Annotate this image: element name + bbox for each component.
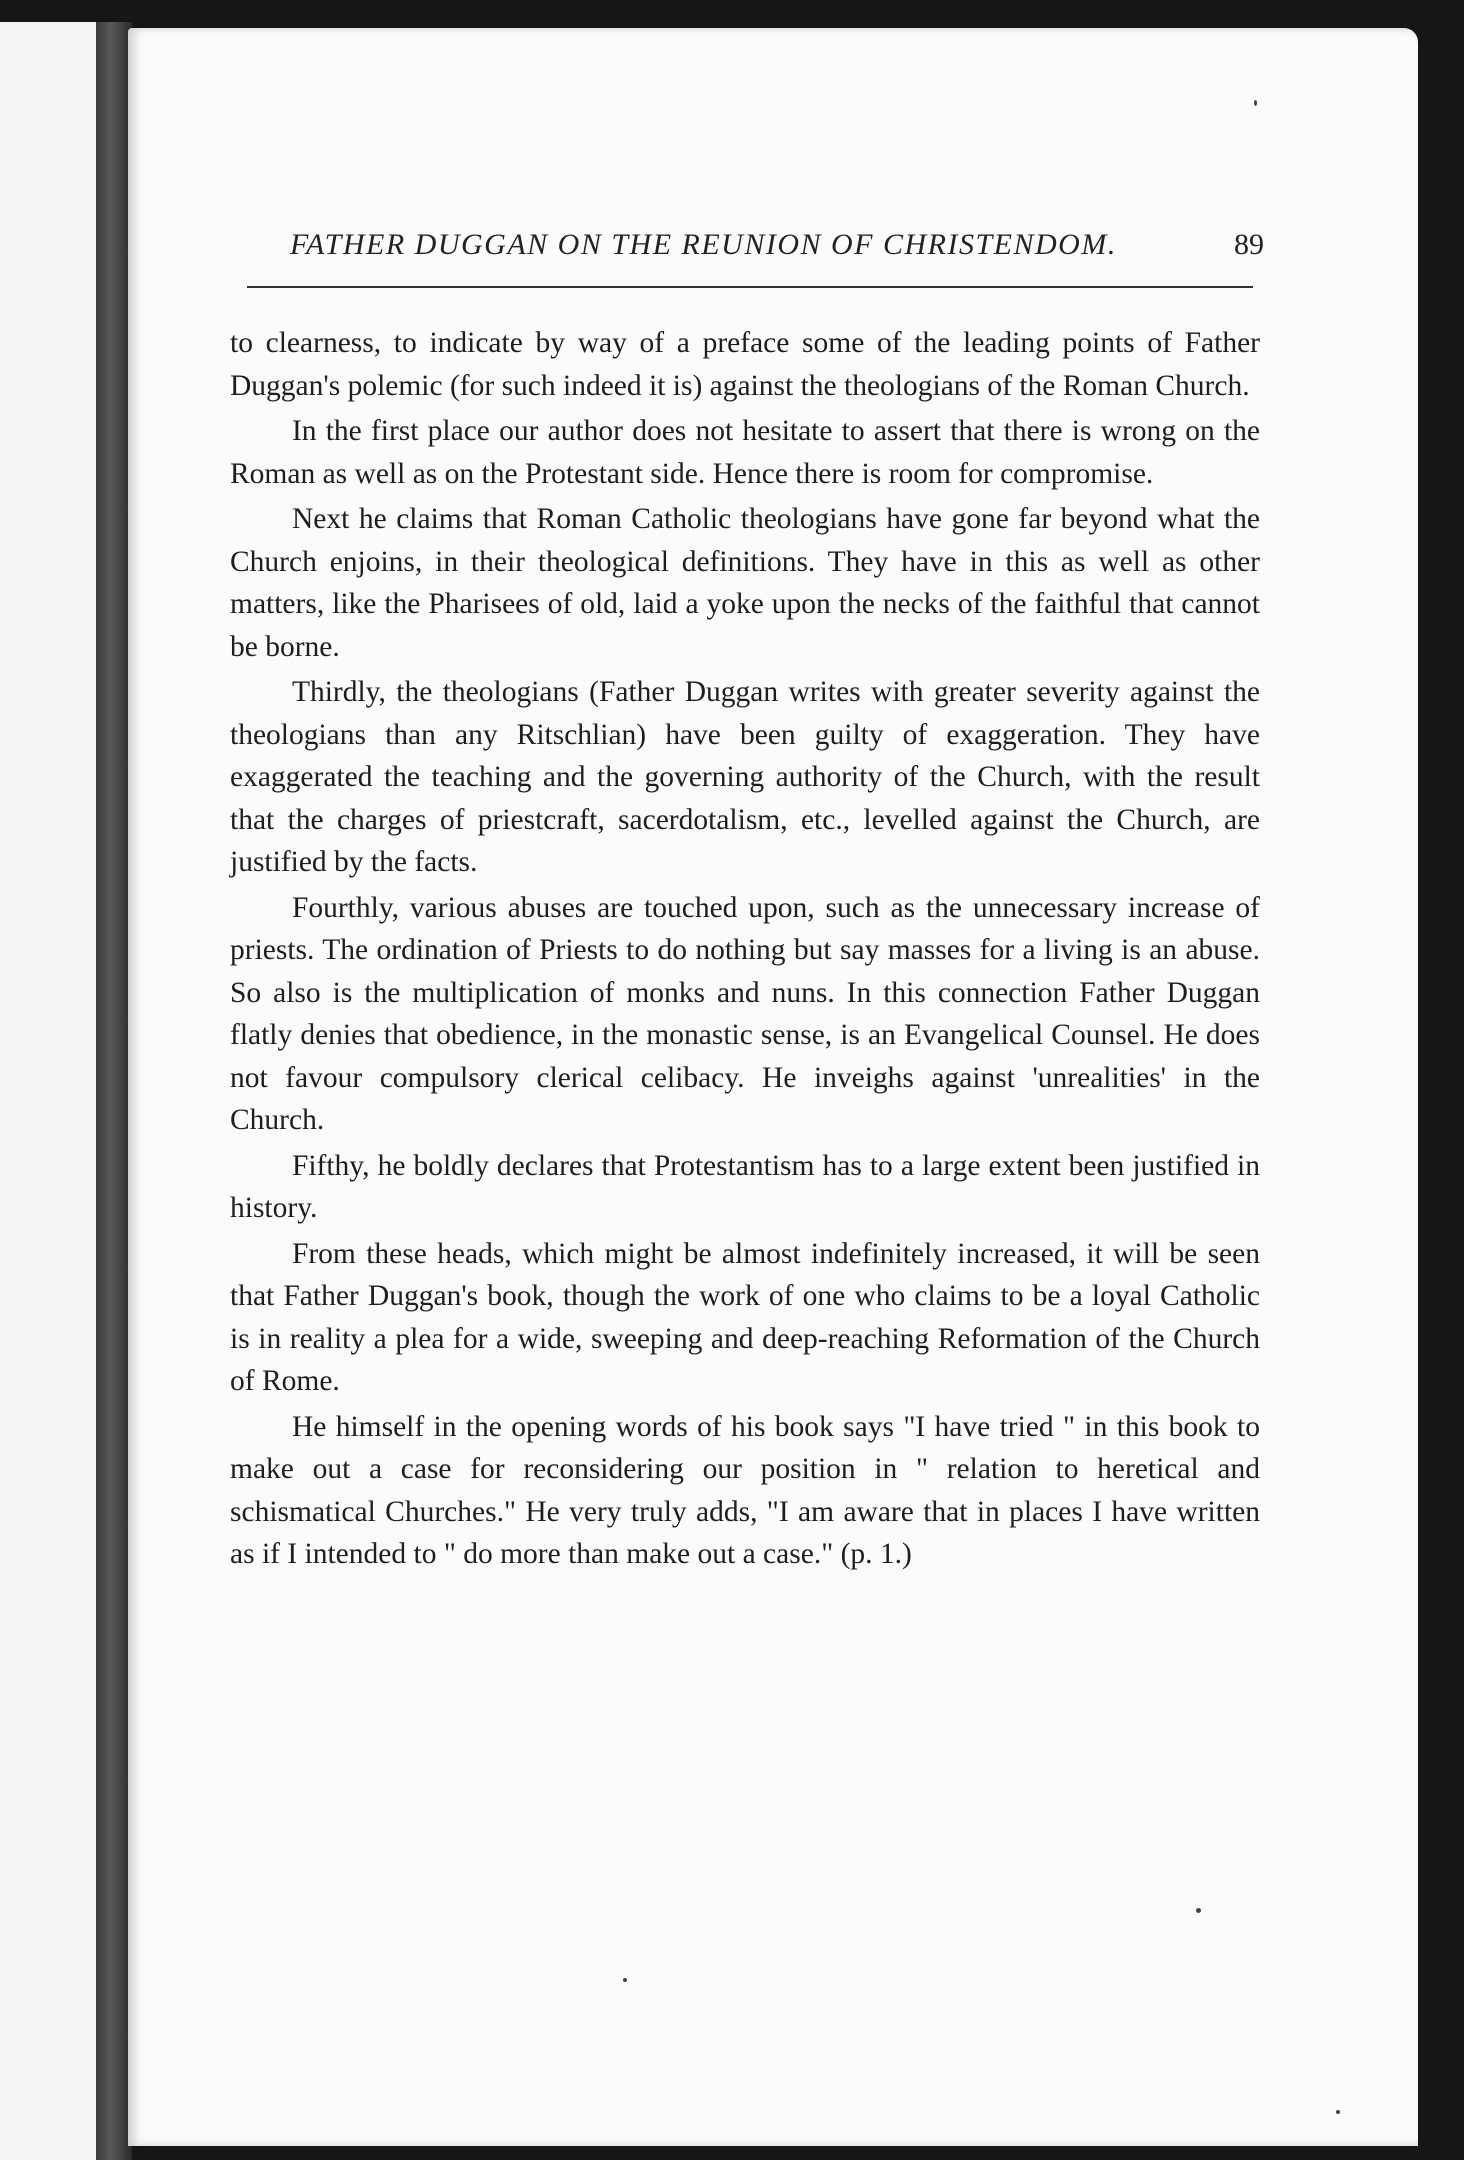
scan-speck [1196,1908,1201,1913]
paragraph-fourth-point: Fourthly, various abuses are touched upon, such as the unnecessary increase of priests. The ordination of Priests to do nothing but say masses for a living is an abuse. So also is the multiplication of monks and nuns. In this connection Father Duggan flatly denies that obedience, in the monastic sense, is an Evangelical Counsel. He does not favour compulsory clerical celibacy. He inveighs against 'unrealities' in the Church. [230,891,1260,1136]
running-head [290,222,1270,278]
page-number: 89 [1234,228,1264,261]
body-text [230,322,1260,1579]
paragraph-second-point: Next he claims that Roman Catholic theologians have gone far beyond what the Church enjoins, in their theological definitions. They have in this as well as other matters, like the Pharisees of old, laid a yoke upon the necks of the faithful that cannot be borne. [230,503,1260,663]
paragraph-quotation: He himself in the opening words of his book says "I have tried " in this book to make out a case for reconsidering our position in " relation to heretical and schismatical Churches." He very truly adds, "I am aware that in places I have written as if I intended to " do more than make out a case." (p. 1.) [230,1410,1260,1570]
paragraph-third-point: Thirdly, the theologians (Father Duggan writes with greater severity against the theologians than any Ritschlian) have been guilty of exaggeration. They have exaggerated the teaching and the governing authority of the Church, with the result that the charges of priestcraft, sacerdotalism, etc., levelled against the Church, are justified by the facts. [230,676,1260,878]
scan-speck [623,1978,627,1982]
header-rule [247,286,1253,288]
paragraph-continuation: to clearness, to indicate by way of a preface some of the leading points of Father Duggan's polemic (for such indeed it is) against the theologians of the Roman Church. [230,327,1260,402]
facing-page-edge [0,22,108,2160]
scan-speck [1336,2110,1340,2114]
scan-speck [1254,100,1257,106]
book-spine [96,22,132,2160]
paragraph-first-point: In the first place our author does not hesitate to assert that there is wrong on the Roman as well as on the Protestant side. Hence there is room for compromise. [230,415,1260,490]
paragraph-fifth-point: Fifthy, he boldly declares that Protestantism has to a large extent been justified in history. [230,1149,1260,1224]
paragraph-summary: From these heads, which might be almost indefinitely increased, it will be seen that Father Duggan's book, though the work of one who claims to be a loyal Catholic is in reality a plea for a wide, sweeping and deep-reaching Reformation of the Church of Rome. [230,1237,1260,1397]
running-title: FATHER DUGGAN ON THE REUNION OF CHRISTENDOM. [290,228,1117,261]
